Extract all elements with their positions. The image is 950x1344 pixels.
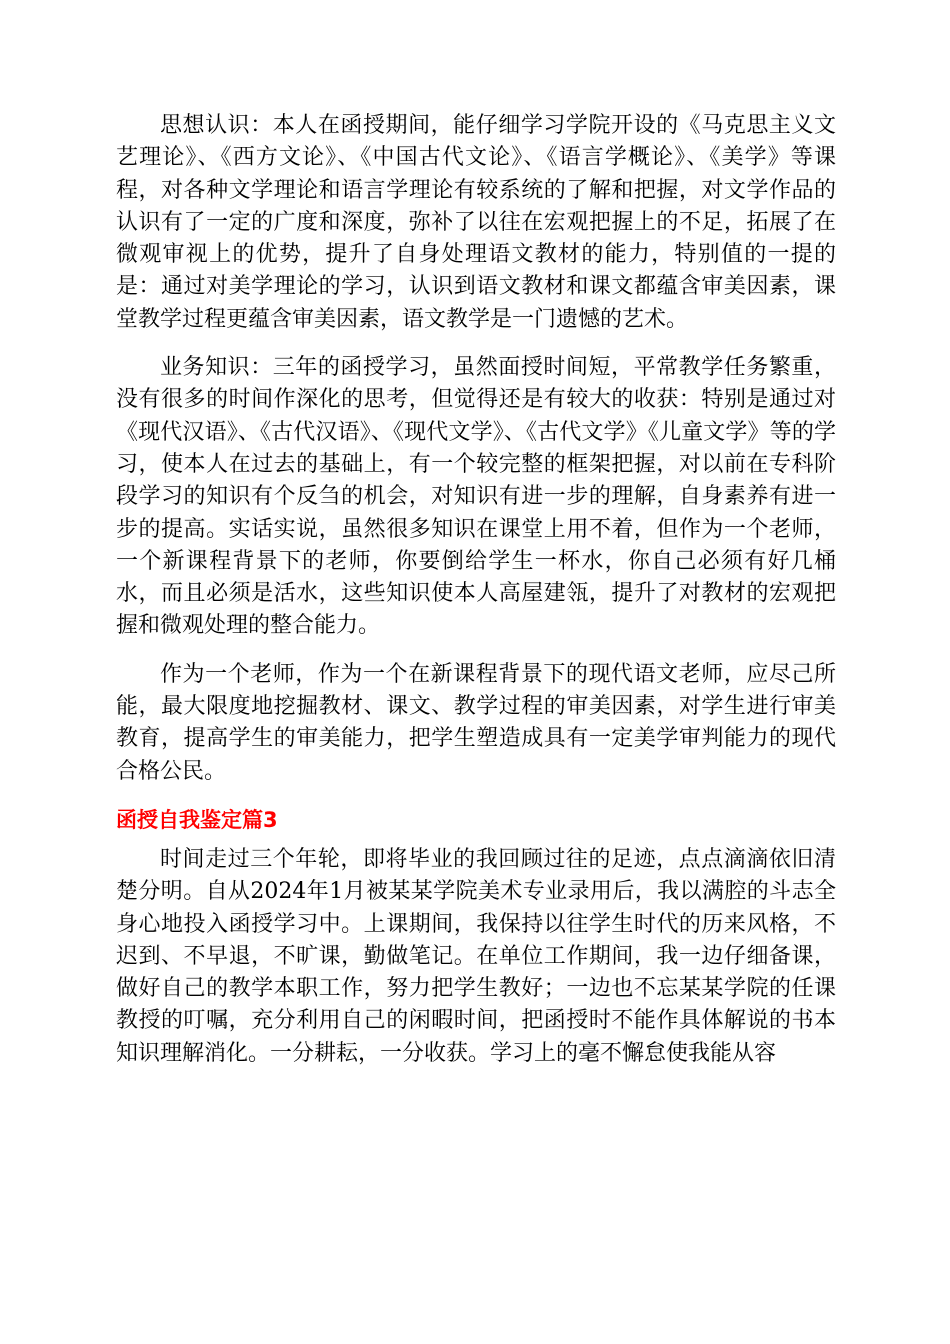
paragraph-professional-knowledge: 业务知识：三年的函授学习，虽然面授时间短，平常教学任务繁重，没有很多的时间作深化的思考，但觉得还是有较大的收获：特别是通过对《现代汉语》、《古代汉语》、《现代文学》、《古代文学》《儿童文学》等的学习，使本人在过去的基础上，有一个较完整的框架把握，对以前在专科阶段学习的知识有个反刍的机会，对知识有进一步的理解，自身素养有进一步的提高。实话实说，虽然很多知识在课堂上用不着，但作为一个老师，一个新课程背景下的老师，你要倒给学生一杯水，你自己必须有好几桶水，而且必须是活水，这些知识使本人高屋建瓴，提升了对教材的宏观把握和微观处理的整合能力。 bbox=[116, 355, 836, 639]
paragraph-teacher-goal: 作为一个老师，作为一个在新课程背景下的现代语文老师，应尽己所能，最大限度地挖掘教材、课文、教学过程的审美因素，对学生进行审美教育，提高学生的审美能力，把学生塑造成具有一定美学审判能力的现代合格公民。 bbox=[116, 661, 836, 784]
paragraph-review: 时间走过三个年轮，即将毕业的我回顾过往的足迹，点点滴滴依旧清楚分明。自从2024年1月被某某学院美术专业录用后，我以满腔的斗志全身心地投入函授学习中。上课期间，我保持以往学生时代的历来风格，不迟到、不早退，不旷课，勤做笔记。在单位工作期间，我一边仔细备课，做好自己的教学本职工作，努力把学生教好；一边也不忘某某学院的任课教授的叮嘱，充分利用自己的闲暇时间，把函授时不能作具体解说的书本知识理解消化。一分耕耘，一分收获。学习上的毫不懈怠使我能从容 bbox=[116, 846, 836, 1066]
section-heading: 函授自我鉴定篇3 bbox=[116, 807, 278, 832]
paragraph-ideology: 思想认识：本人在函授期间，能仔细学习学院开设的《马克思主义文艺理论》、《西方文论》、《中国古代文论》、《语言学概论》、《美学》等课程，对各种文学理论和语言学理论有较系统的了解和把握，对文学作品的认识有了一定的广度和深度，弥补了以往在宏观把握上的不足，拓展了在微观审视上的优势，提升了自身处理语文教材的能力，特别值的一提的是：通过对美学理论的学习，认识到语文教材和课文都蕴含审美因素，课堂教学过程更蕴含审美因素，语文教学是一门遗憾的艺术。 bbox=[116, 113, 836, 332]
document-page bbox=[116, 110, 836, 1086]
